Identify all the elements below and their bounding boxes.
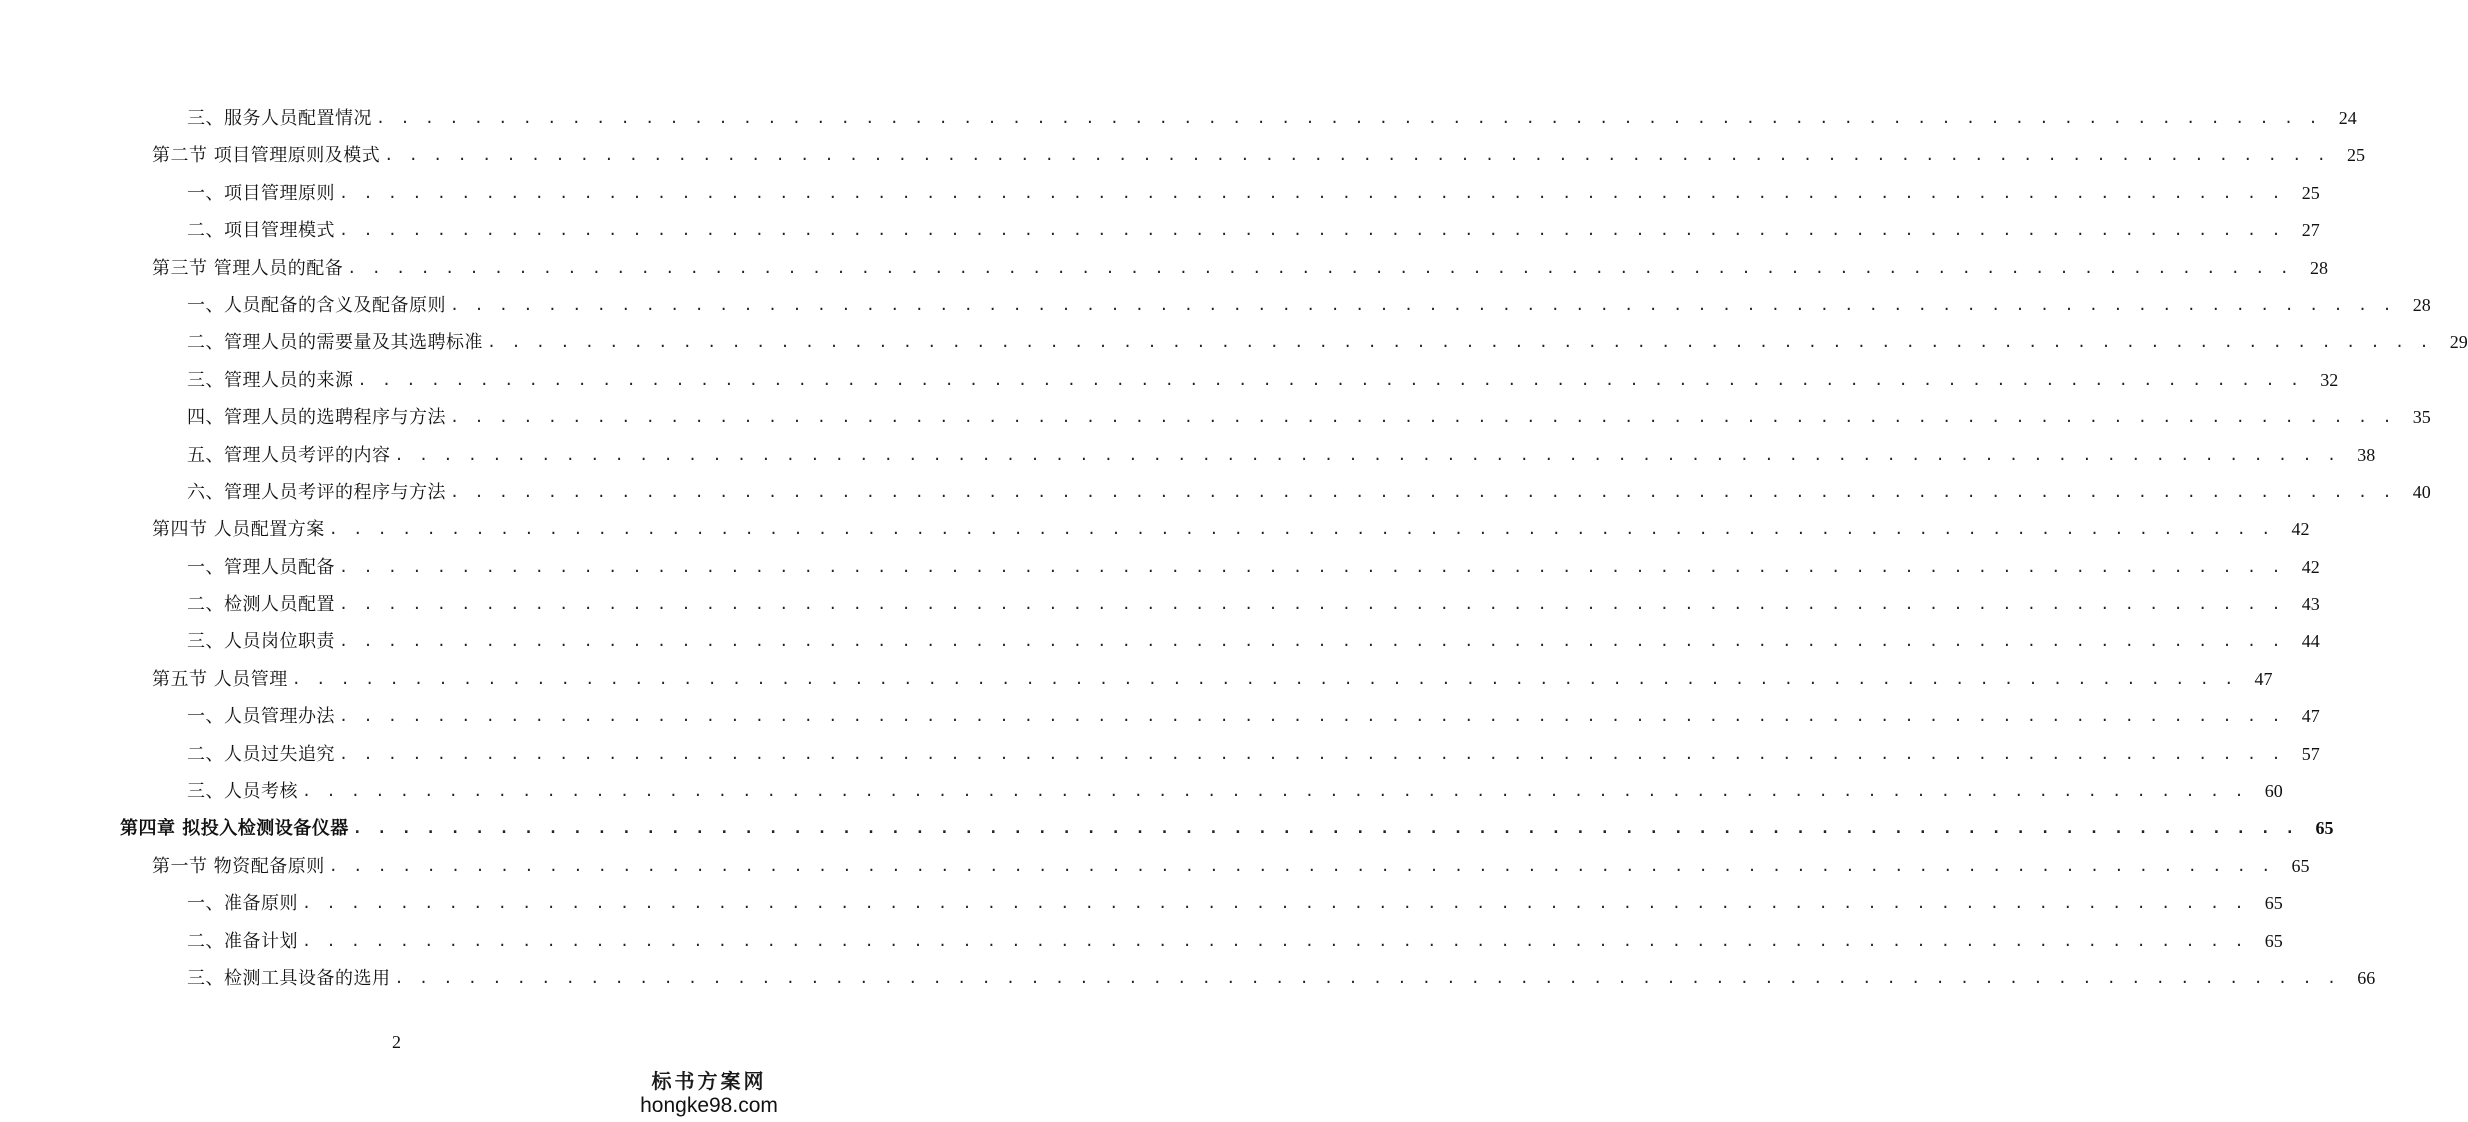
toc-entry-item[interactable] [0,437,2376,474]
dot-leader: . . . . . . . . . . . . . . . . . . . . . . . . . . . . . . . . . . . . . . . . . . . . . . . . . . . . . . . . . . . . . . . . . . . . . . . . . . . . . . . . [339,221,2284,240]
dot-leader: . . . . . . . . . . . . . . . . . . . . . . . . . . . . . . . . . . . . . . . . . . . . . . . . . . . . . . . . . . . . . . . . . . . . . . . . . . . . . . . . [450,295,2395,314]
toc-entry-page: 60 [2264,781,2283,802]
dot-leader: . . . . . . . . . . . . . . . . . . . . . . . . . . . . . . . . . . . . . . . . . . . . . . . . . . . . . . . . . . . . . . . . . . . . . . . . . . . . . . . . [376,109,2321,127]
toc-entry-title: 六、管理人员考评的程序与方法 [187,481,446,503]
toc-entry-title: 二、项目管理模式 [187,220,335,242]
dot-leader: . . . . . . . . . . . . . . . . . . . . . . . . . . . . . . . . . . . . . . . . . . . . . . . . . . . . . . . . . . . . . . . . . . . . . . . . . . . . . . . . [302,894,2247,913]
toc-entry-page: 25 [2301,182,2320,203]
dot-leader: . . . . . . . . . . . . . . . . . . . . . . . . . . . . . . . . . . . . . . . . . . . . . . . . . . . . . . . . . . . . . . . . . . . . . . . . . . . . . . . . [394,445,2340,464]
dot-leader: . . . . . . . . . . . . . . . . . . . . . . . . . . . . . . . . . . . . . . . . . . . . . . . . . . . . . . . . . . . . . . . . . . . . . . . . . . . . . . . . [302,931,2247,950]
toc-entry-item[interactable] [0,287,2431,324]
dot-leader: . . . . . . . . . . . . . . . . . . . . . . . . . . . . . . . . . . . . . . . . . . . . . . . . . . . . . . . . . . . . . . . . . . . . . . . . . . . . . . . . [302,782,2247,801]
toc-entry-title: 三、管理人员的来源 [187,369,354,391]
toc-entry-item[interactable] [0,474,2431,511]
toc-entry-item[interactable] [0,212,2320,249]
toc-entry-page: 32 [2320,369,2339,390]
toc-entry-item[interactable] [0,960,2376,997]
toc-entry-title: 第一节 物资配备原则 [152,855,325,877]
watermark-logo [639,1071,779,1116]
toc-entry-item[interactable] [0,736,2320,773]
toc-entry-title: 一、人员管理办法 [187,706,335,728]
dot-leader: . . . . . . . . . . . . . . . . . . . . . . . . . . . . . . . . . . . . . . . . . . . . . . . . . . . . . . . . . . . . . . . . . . . . . . . . . . . . . . . . [328,856,2274,875]
toc-entry-item[interactable] [0,773,2283,810]
dot-leader: . . . . . . . . . . . . . . . . . . . . . . . . . . . . . . . . . . . . . . . . . . . . . . . . . . . . . . . . . . . . . . . . . . . . . . . . . . . . . . . . [339,744,2284,763]
toc-entry-item[interactable] [0,100,2357,137]
toc-entry-section[interactable] [0,511,2310,548]
dot-leader: . . . . . . . . . . . . . . . . . . . . . . . . . . . . . . . . . . . . . . . . . . . . . . . . . . . . . . . . . . . . . . . . . . . . . . . . . . . . . . . . [352,819,2298,838]
dot-leader: . . . . . . . . . . . . . . . . . . . . . . . . . . . . . . . . . . . . . . . . . . . . . . . . . . . . . . . . . . . . . . . . . . . . . . . . . . . . . . . . [487,333,2432,352]
toc-entry-page: 42 [2301,556,2320,577]
toc-entry-page: 65 [2264,930,2283,951]
toc-entry-title: 一、人员配备的含义及配备原则 [187,294,446,316]
dot-leader: . . . . . . . . . . . . . . . . . . . . . . . . . . . . . . . . . . . . . . . . . . . . . . . . . . . . . . . . . . . . . . . . . . . . . . . . . . . . . . . . [450,482,2395,501]
toc-entry-item[interactable] [0,399,2431,436]
watermark-name: 标书方案网 [651,1069,767,1093]
toc-entry-item[interactable] [0,623,2320,660]
toc-entry-page: 28 [2412,294,2431,315]
toc-entry-item[interactable] [0,549,2320,586]
toc-entry-page: 25 [2346,145,2365,166]
toc-entry-title: 一、项目管理原则 [187,182,335,204]
toc-entry-page: 47 [2254,668,2273,689]
dot-leader: . . . . . . . . . . . . . . . . . . . . . . . . . . . . . . . . . . . . . . . . . . . . . . . . . . . . . . . . . . . . . . . . . . . . . . . . . . . . . . . . [394,968,2340,987]
toc-entry-page: 65 [2291,855,2310,876]
dot-leader: . . . . . . . . . . . . . . . . . . . . . . . . . . . . . . . . . . . . . . . . . . . . . . . . . . . . . . . . . . . . . . . . . . . . . . . . . . . . . . . . [384,146,2329,165]
toc-entry-page: 27 [2301,220,2320,241]
page-number: 2 [392,1032,401,1052]
watermark-site: hongke98.com [640,1094,778,1117]
toc-entry-title: 第四节 人员配置方案 [152,519,325,541]
toc-entry-page: 28 [2309,257,2328,278]
toc-entry-item[interactable] [0,324,2468,361]
toc-entry-page: 65 [2315,818,2334,839]
toc-entry-page: 44 [2301,631,2320,652]
toc-entry-section[interactable] [0,848,2310,885]
toc-entry-title: 第二节 项目管理原则及模式 [152,145,381,167]
toc-entry-title: 二、检测人员配置 [187,594,335,616]
toc-entry-item[interactable] [0,175,2320,212]
toc-entry-title: 一、管理人员配备 [187,556,335,578]
dot-leader: . . . . . . . . . . . . . . . . . . . . . . . . . . . . . . . . . . . . . . . . . . . . . . . . . . . . . . . . . . . . . . . . . . . . . . . . . . . . . . . . [357,370,2303,389]
toc-entry-title: 二、管理人员的需要量及其选聘标准 [187,332,483,354]
toc-entry-page: 42 [2291,519,2310,540]
toc-entry-title: 第五节 人员管理 [152,668,288,690]
toc-entry-section[interactable] [0,250,2328,287]
dot-leader: . . . . . . . . . . . . . . . . . . . . . . . . . . . . . . . . . . . . . . . . . . . . . . . . . . . . . . . . . . . . . . . . . . . . . . . . . . . . . . . . [339,707,2284,726]
table-of-contents [0,100,2468,997]
toc-entry-page: 43 [2301,594,2320,615]
dot-leader: . . . . . . . . . . . . . . . . . . . . . . . . . . . . . . . . . . . . . . . . . . . . . . . . . . . . . . . . . . . . . . . . . . . . . . . . . . . . . . . . [339,632,2284,651]
dot-leader: . . . . . . . . . . . . . . . . . . . . . . . . . . . . . . . . . . . . . . . . . . . . . . . . . . . . . . . . . . . . . . . . . . . . . . . . . . . . . . . . [291,669,2237,688]
dot-leader: . . . . . . . . . . . . . . . . . . . . . . . . . . . . . . . . . . . . . . . . . . . . . . . . . . . . . . . . . . . . . . . . . . . . . . . . . . . . . . . . [339,183,2284,202]
toc-entry-page: 35 [2412,407,2431,428]
toc-entry-page: 24 [2338,108,2357,128]
dot-leader: . . . . . . . . . . . . . . . . . . . . . . . . . . . . . . . . . . . . . . . . . . . . . . . . . . . . . . . . . . . . . . . . . . . . . . . . . . . . . . . . [339,557,2284,576]
toc-entry-title: 二、准备计划 [187,930,298,952]
toc-entry-section[interactable] [0,661,2273,698]
toc-entry-page: 66 [2357,967,2376,988]
toc-entry-page: 40 [2412,481,2431,502]
toc-entry-item[interactable] [0,885,2283,922]
toc-entry-page: 29 [2449,332,2468,353]
toc-entry-section[interactable] [0,137,2365,174]
dot-leader: . . . . . . . . . . . . . . . . . . . . . . . . . . . . . . . . . . . . . . . . . . . . . . . . . . . . . . . . . . . . . . . . . . . . . . . . . . . . . . . . [328,520,2274,539]
toc-entry-item[interactable] [0,698,2320,735]
toc-entry-page: 57 [2301,743,2320,764]
toc-entry-item[interactable] [0,586,2320,623]
toc-entry-page: 38 [2357,444,2376,465]
toc-entry-title: 二、人员过失追究 [187,743,335,765]
toc-entry-title: 一、准备原则 [187,893,298,915]
dot-leader: . . . . . . . . . . . . . . . . . . . . . . . . . . . . . . . . . . . . . . . . . . . . . . . . . . . . . . . . . . . . . . . . . . . . . . . . . . . . . . . . [339,595,2284,614]
toc-entry-title: 第四章 拟投入检测设备仪器 [120,818,349,840]
toc-entry-item[interactable] [0,362,2339,399]
toc-entry-page: 47 [2301,706,2320,727]
toc-entry-item[interactable] [0,923,2283,960]
dot-leader: . . . . . . . . . . . . . . . . . . . . . . . . . . . . . . . . . . . . . . . . . . . . . . . . . . . . . . . . . . . . . . . . . . . . . . . . . . . . . . . . [450,408,2395,427]
toc-entry-title: 三、人员考核 [187,781,298,803]
toc-entry-chapter[interactable] [0,810,2334,847]
toc-entry-page: 65 [2264,893,2283,914]
toc-entry-title: 三、人员岗位职责 [187,631,335,653]
dot-leader: . . . . . . . . . . . . . . . . . . . . . . . . . . . . . . . . . . . . . . . . . . . . . . . . . . . . . . . . . . . . . . . . . . . . . . . . . . . . . . . . [347,258,2292,277]
toc-entry-title: 三、服务人员配置情况 [187,108,372,129]
toc-entry-title: 四、管理人员的选聘程序与方法 [187,407,446,429]
toc-entry-title: 第三节 管理人员的配备 [152,257,344,279]
toc-entry-title: 三、检测工具设备的选用 [187,967,391,989]
toc-entry-title: 五、管理人员考评的内容 [187,444,391,466]
